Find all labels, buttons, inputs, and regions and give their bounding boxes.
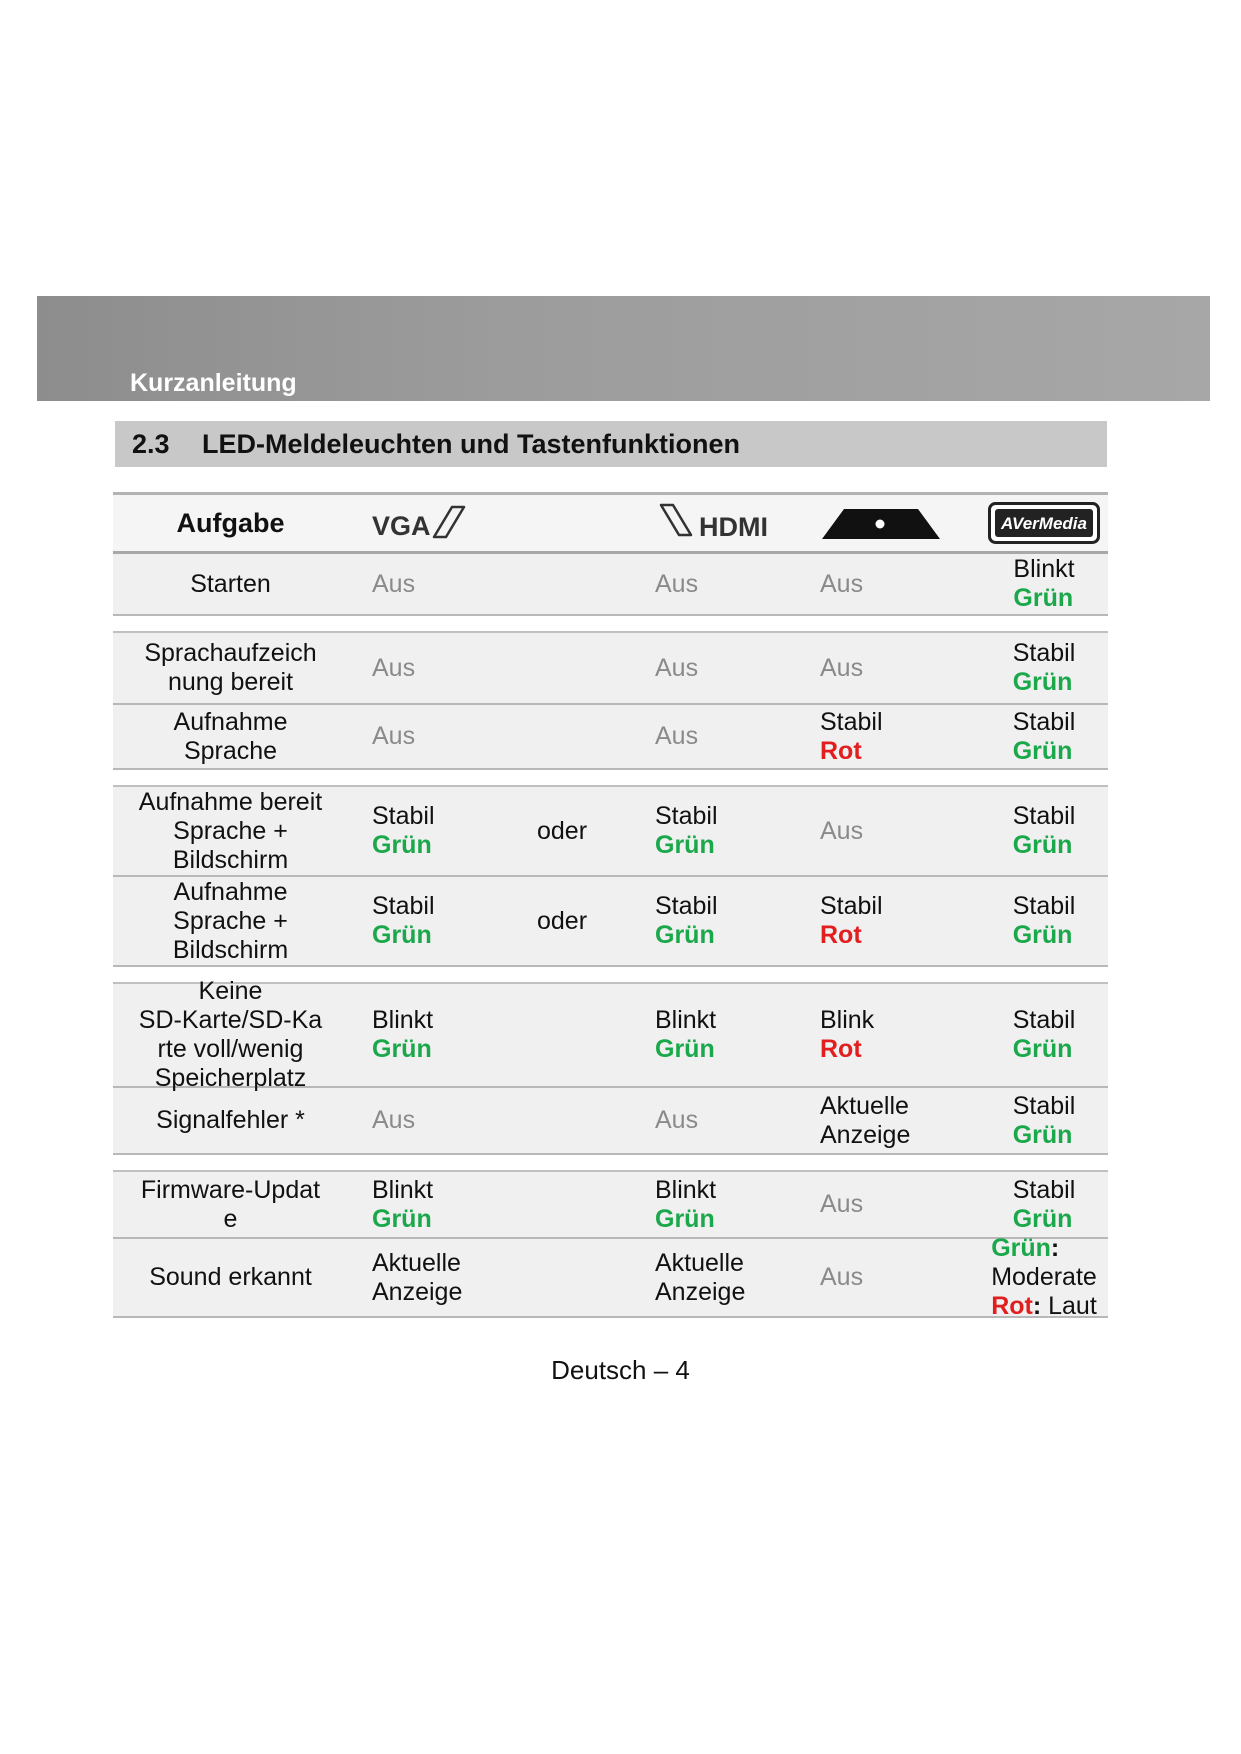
table-row bbox=[113, 554, 1108, 616]
cell-line: Aufnahme bbox=[173, 877, 288, 906]
cell-line: Rot bbox=[820, 1035, 862, 1063]
cell-line: Stabil bbox=[372, 892, 435, 920]
header-task-label: Aufgabe bbox=[176, 507, 285, 538]
cell-line: Stabil bbox=[655, 802, 718, 830]
cell-line: Grün bbox=[655, 1204, 715, 1233]
table-row bbox=[113, 705, 1108, 770]
cell-line: Aus bbox=[372, 653, 416, 682]
cell-line: Blinkt bbox=[372, 1175, 434, 1204]
cell-line: Aus bbox=[820, 569, 864, 598]
cell-line: Sprache + bbox=[173, 906, 288, 935]
cell-rec bbox=[810, 570, 975, 599]
cell-line: Aus bbox=[655, 653, 699, 682]
cell-task bbox=[113, 878, 348, 965]
cell-vga bbox=[348, 1176, 527, 1234]
cell-av bbox=[975, 1234, 1108, 1321]
cell-hdmi bbox=[622, 570, 810, 599]
cell-line: Firmware-Updat bbox=[140, 1175, 321, 1204]
cell-line: Stabil bbox=[820, 707, 883, 736]
cell-line: e bbox=[223, 1204, 238, 1233]
cell-line: Aktuelle bbox=[372, 1248, 461, 1277]
cell-line: Grün: bbox=[991, 1234, 1060, 1262]
table-row bbox=[113, 1234, 1108, 1320]
table-row bbox=[113, 977, 1108, 1092]
cell-line: Rot bbox=[820, 736, 862, 765]
cell-line: Stabil bbox=[1012, 639, 1076, 667]
table-row bbox=[113, 1172, 1108, 1239]
cell-line: Rot: Laut bbox=[991, 1292, 1097, 1320]
cell-line: Aus bbox=[655, 1106, 699, 1134]
led-table bbox=[113, 492, 1108, 1318]
cell-task bbox=[113, 708, 348, 766]
cell-line: Grün bbox=[1012, 1035, 1073, 1063]
section-number: 2.3 bbox=[132, 428, 170, 459]
cell-av bbox=[975, 892, 1108, 950]
vga-port-icon bbox=[372, 501, 472, 545]
cell-line: Anzeige bbox=[372, 1277, 463, 1306]
cell-line: Sprache + bbox=[173, 816, 288, 845]
cell-line: Aus bbox=[372, 722, 416, 750]
cell-task bbox=[113, 639, 348, 697]
cell-line: Moderate bbox=[991, 1263, 1097, 1291]
header-task bbox=[113, 509, 348, 538]
cell-rec bbox=[810, 1092, 975, 1150]
cell-line: Grün bbox=[372, 1035, 432, 1063]
cell-task bbox=[113, 788, 348, 875]
cell-line: Grün bbox=[655, 831, 715, 859]
cell-line: Grün bbox=[1012, 1204, 1073, 1233]
page-footer: Deutsch – 4 bbox=[551, 1355, 690, 1385]
cell-line: Aus bbox=[820, 1190, 864, 1218]
cell-vga bbox=[348, 570, 527, 599]
table-row bbox=[113, 877, 1108, 967]
header-hdmi bbox=[622, 501, 810, 545]
cell-line: Signalfehler * bbox=[156, 1106, 305, 1134]
cell-hdmi bbox=[622, 1176, 810, 1234]
hdmi-port-icon bbox=[655, 501, 780, 545]
cell-line: Blink bbox=[820, 1006, 875, 1034]
cell-vga bbox=[348, 1106, 527, 1135]
cell-line: Blinkt bbox=[372, 1006, 434, 1034]
cell-line: Stabil bbox=[1012, 1175, 1076, 1204]
cell-rec bbox=[810, 654, 975, 683]
cell-line: Aus bbox=[820, 653, 864, 682]
cell-line: Rot bbox=[820, 921, 862, 949]
cell-line: Aufnahme bereit bbox=[138, 787, 323, 816]
cell-line: Stabil bbox=[1012, 1091, 1076, 1120]
cell-line: Grün bbox=[372, 831, 432, 859]
cell-task bbox=[113, 570, 348, 599]
cell-line: Aufnahme bbox=[173, 707, 288, 736]
header-vga bbox=[348, 501, 527, 545]
header-title: Kurzanleitung bbox=[130, 369, 297, 397]
cell-line: Grün bbox=[1012, 831, 1073, 859]
cell-line: Keine bbox=[198, 977, 263, 1005]
cell-rec bbox=[810, 892, 975, 950]
row-gap bbox=[113, 616, 1108, 633]
cell-hdmi bbox=[622, 1249, 810, 1307]
cell-av bbox=[975, 555, 1108, 613]
cell-av bbox=[975, 1006, 1108, 1064]
cell-line: Stabil bbox=[820, 892, 883, 920]
cell-line: Sprachaufzeich bbox=[144, 639, 317, 667]
cell-line: oder bbox=[537, 816, 588, 845]
cell-line: Grün bbox=[655, 1035, 715, 1063]
cell-av bbox=[975, 1092, 1108, 1150]
vga-label: VGA bbox=[372, 511, 431, 541]
cell-line: Stabil bbox=[1012, 802, 1076, 830]
cell-vga bbox=[348, 892, 527, 950]
cell-line: Anzeige bbox=[820, 1120, 911, 1149]
cell-vga bbox=[348, 722, 527, 751]
cell-rec bbox=[810, 1006, 975, 1064]
cell-av bbox=[975, 708, 1108, 766]
cell-line: Stabil bbox=[1012, 892, 1076, 920]
cell-line: Stabil bbox=[1012, 1006, 1076, 1034]
table-body bbox=[113, 554, 1108, 1318]
cell-rec bbox=[810, 817, 975, 846]
cell-line: Aus bbox=[820, 1263, 864, 1291]
cell-or bbox=[527, 817, 622, 846]
cell-vga bbox=[348, 654, 527, 683]
cell-line: Grün bbox=[1012, 1120, 1073, 1149]
cell-line: Stabil bbox=[655, 892, 718, 920]
cell-line: Blinkt bbox=[655, 1175, 717, 1204]
cell-line: Aus bbox=[820, 816, 864, 845]
cell-line: oder bbox=[537, 906, 588, 935]
cell-line: Starten bbox=[190, 569, 271, 598]
cell-line: Grün bbox=[1013, 584, 1074, 612]
cell-line: Aktuelle bbox=[655, 1248, 744, 1277]
cell-hdmi bbox=[622, 1006, 810, 1064]
cell-line: Stabil bbox=[372, 802, 435, 830]
table-row bbox=[113, 633, 1108, 705]
cell-hdmi bbox=[622, 654, 810, 683]
hdmi-label: HDMI bbox=[699, 512, 768, 542]
cell-vga bbox=[348, 1249, 527, 1307]
cell-line: Blinkt bbox=[655, 1006, 717, 1034]
cell-line: Grün bbox=[372, 921, 432, 949]
avermedia-logo-icon bbox=[988, 502, 1100, 544]
cell-line: Anzeige bbox=[655, 1277, 746, 1306]
cell-av bbox=[975, 1176, 1108, 1234]
header-band bbox=[37, 296, 1210, 401]
cell-vga bbox=[348, 802, 527, 860]
section-heading bbox=[115, 421, 1107, 467]
cell-line: Aktuelle bbox=[820, 1091, 909, 1120]
cell-line: SD-Karte/SD-Ka bbox=[138, 1006, 323, 1034]
row-gap bbox=[113, 1155, 1108, 1172]
cell-task bbox=[113, 1176, 348, 1234]
cell-line: nung bereit bbox=[167, 668, 294, 696]
cell-hdmi bbox=[622, 802, 810, 860]
cell-av bbox=[975, 639, 1108, 697]
table-header-row bbox=[113, 495, 1108, 554]
cell-or bbox=[527, 907, 622, 936]
cell-line: Sprache bbox=[183, 736, 278, 765]
header-avermedia bbox=[975, 502, 1108, 544]
cell-line: Blinkt bbox=[1013, 555, 1075, 583]
cell-line: Aus bbox=[655, 722, 699, 750]
cell-line: Aus bbox=[372, 569, 416, 598]
cell-line: Speicherplatz bbox=[154, 1064, 307, 1092]
section-title: LED-Meldeleuchten und Tastenfunktionen bbox=[202, 428, 741, 459]
cell-line: Grün bbox=[1012, 736, 1073, 765]
table-row bbox=[113, 1088, 1108, 1155]
cell-av bbox=[975, 802, 1108, 860]
cell-task bbox=[113, 1263, 348, 1292]
cell-line: Grün bbox=[1012, 668, 1073, 696]
cell-rec bbox=[810, 1263, 975, 1292]
record-button-icon bbox=[820, 501, 940, 545]
cell-line: Aus bbox=[372, 1106, 416, 1134]
cell-line: Bildschirm bbox=[172, 845, 289, 874]
cell-hdmi bbox=[622, 722, 810, 751]
cell-rec bbox=[810, 1190, 975, 1219]
row-gap bbox=[113, 770, 1108, 787]
cell-line: Grün bbox=[1012, 921, 1073, 949]
cell-task bbox=[113, 1106, 348, 1135]
cell-rec bbox=[810, 708, 975, 766]
cell-line: Grün bbox=[372, 1204, 432, 1233]
cell-line: rte voll/wenig bbox=[157, 1035, 304, 1063]
cell-line: Stabil bbox=[1012, 707, 1076, 736]
cell-vga bbox=[348, 1006, 527, 1064]
cell-line: Sound erkannt bbox=[149, 1263, 312, 1291]
cell-line: Bildschirm bbox=[172, 935, 289, 964]
cell-hdmi bbox=[622, 1106, 810, 1135]
table-row bbox=[113, 787, 1108, 877]
cell-task bbox=[113, 977, 348, 1093]
cell-line: Aus bbox=[655, 569, 699, 598]
cell-hdmi bbox=[622, 892, 810, 950]
avermedia-logo-text: AVerMedia bbox=[1001, 514, 1087, 533]
header-record bbox=[810, 501, 975, 545]
cell-line: Grün bbox=[655, 921, 715, 949]
